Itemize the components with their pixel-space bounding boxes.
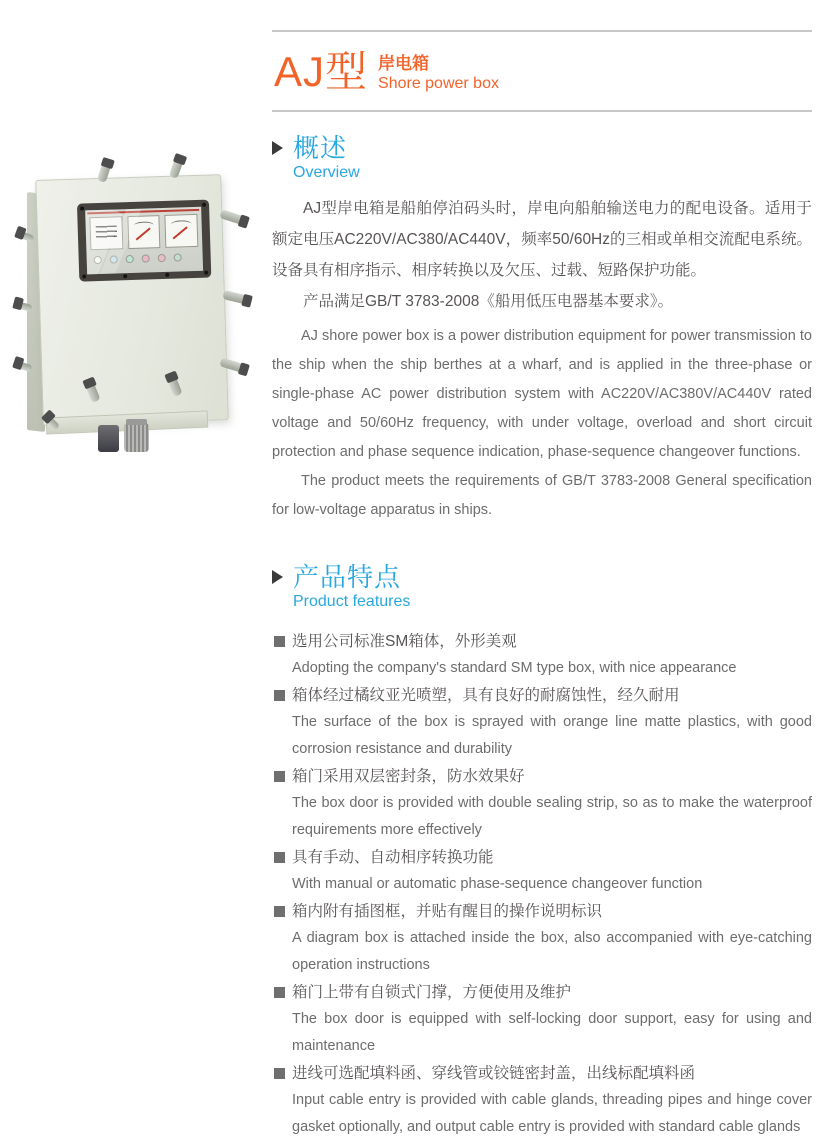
screw	[204, 271, 208, 275]
feature-text-cn: 具有手动、自动相序转换功能	[292, 849, 494, 866]
meter-window	[77, 200, 211, 282]
features-list	[272, 628, 812, 1141]
feature-item	[272, 763, 812, 844]
paragraph: AJ shore power box is a power distribution equipment for power transmission to the ship when the ship berthes at a wharf, and is applied in the three-phase or single-phase AC power distribution system with AC220V/AC380V/AC440V rated voltage and 50/60Hz frequency, with under voltage, overload and short circuit protection and phase sequence indication, phase-sequence changeover functions.	[272, 328, 812, 460]
toggle-latch	[222, 290, 249, 305]
meter-scale	[133, 221, 154, 230]
overview-chinese-text	[272, 193, 812, 317]
cable-gland	[124, 423, 149, 452]
overview-heading	[293, 134, 360, 184]
screw	[82, 274, 86, 278]
features-section-header	[272, 563, 812, 613]
overview-english-text	[272, 322, 812, 525]
features-heading-cn: 产品特点	[293, 562, 402, 592]
analog-meter	[165, 214, 199, 248]
paragraph: The product meets the requirements of GB/T 3783-2008 General specification for low-voltage apparatus in ships.	[272, 473, 812, 518]
page-title	[272, 32, 812, 110]
overview-heading-cn: 概述	[293, 133, 348, 163]
meter-needle	[173, 227, 188, 240]
meter-needle	[135, 228, 150, 241]
content-column	[272, 0, 812, 1141]
feature-item	[272, 979, 812, 1060]
feature-text-en: The box door is equipped with self-locking door support, easy for using and maintenance	[292, 1011, 812, 1054]
feature-item	[272, 898, 812, 979]
overview-section-header	[272, 134, 812, 184]
cabinet-body	[35, 174, 229, 426]
feature-text-cn: 箱门采用双层密封条，防水效果好	[292, 768, 525, 785]
feature-text-cn: 进线可选配填料函、穿线管或铰链密封盖，出线标配填料函	[292, 1065, 696, 1082]
feature-text-cn: 箱体经过橘纹亚光喷塑，具有良好的耐腐蚀性，经久耐用	[292, 687, 680, 704]
feature-text-cn: 选用公司标准SM箱体，外形美观	[292, 633, 517, 650]
product-name-stack	[378, 50, 499, 94]
cable-gland	[98, 425, 119, 452]
toggle-latch	[219, 209, 247, 226]
feature-text-en: Input cable entry is provided with cable glands, threading pipes and hinge cover gasket optionally, and output cable entry is provided with standard cable glands	[292, 1092, 812, 1135]
triangle-marker-icon	[272, 141, 283, 155]
indicator-light	[174, 253, 182, 261]
indicator-light	[126, 255, 134, 263]
product-name-en: Shore power box	[378, 75, 499, 92]
product-photo	[14, 163, 258, 463]
feature-item	[272, 628, 812, 682]
screw	[202, 203, 206, 207]
triangle-marker-icon	[272, 570, 283, 584]
feature-text-en: The box door is provided with double sealing strip, so as to make the waterproof requirements more effectively	[292, 795, 812, 838]
square-bullet-icon	[274, 852, 285, 863]
square-bullet-icon	[274, 690, 285, 701]
indicator-light	[142, 254, 150, 262]
feature-text-en: A diagram box is attached inside the box, also accompanied with eye-catching operation instructions	[292, 930, 812, 973]
indicator-light	[158, 254, 166, 262]
square-bullet-icon	[274, 636, 285, 647]
square-bullet-icon	[274, 1068, 285, 1079]
square-bullet-icon	[274, 771, 285, 782]
feature-item	[272, 1060, 812, 1141]
square-bullet-icon	[274, 906, 285, 917]
feature-item	[272, 844, 812, 898]
paragraph: 产品满足GB/T 3783-2008《船用低压电器基本要求》。	[303, 293, 674, 310]
window-glass	[85, 207, 203, 275]
screw	[165, 273, 169, 277]
square-bullet-icon	[274, 987, 285, 998]
product-name-cn: 岸电箱	[378, 54, 430, 73]
meter-scale	[171, 220, 192, 229]
overview-heading-en: Overview	[293, 164, 360, 181]
features-heading	[293, 563, 410, 613]
features-heading-en: Product features	[293, 593, 411, 610]
paragraph: AJ型岸电箱是船舶停泊码头时，岸电向船舶输送电力的配电设备。适用于额定电压AC220V/AC380/AC440V，频率50/60Hz的三相或单相交流配电系统。设备具有相序指示、相序转换以及欠压、过载、短路保护功能。	[272, 200, 812, 279]
feature-text-en: With manual or automatic phase-sequence changeover function	[292, 876, 703, 892]
feature-text-cn: 箱内附有插图框，并贴有醒目的操作说明标识	[292, 903, 603, 920]
product-model: AJ型	[274, 48, 369, 95]
feature-text-cn: 箱门上带有自锁式门撑，方便使用及维护	[292, 984, 572, 1001]
divider	[272, 110, 812, 112]
feature-text-en: Adopting the company's standard SM type box, with nice appearance	[292, 660, 737, 676]
screw	[80, 206, 84, 210]
feature-text-en: The surface of the box is sprayed with orange line matte plastics, with good corrosion resistance and durability	[292, 714, 812, 757]
feature-item	[272, 682, 812, 763]
screw	[123, 274, 127, 278]
